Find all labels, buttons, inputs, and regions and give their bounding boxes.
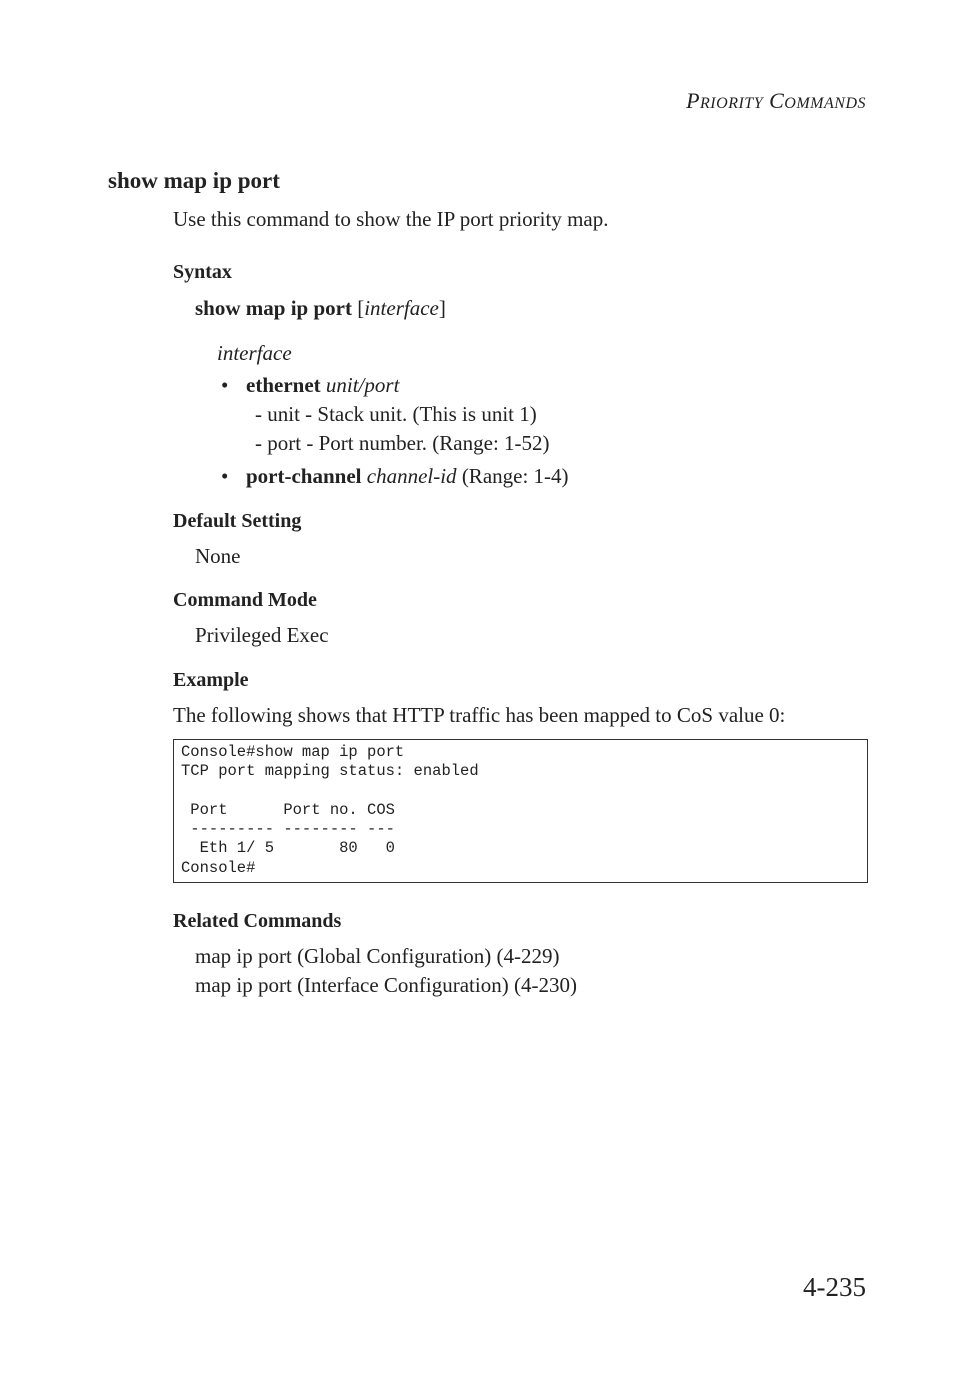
related-command-item: map ip port (Interface Configuration) (4-230) [195, 973, 577, 997]
syntax-param: interface [364, 296, 439, 320]
example-description: The following shows that HTTP traffic has been mapped to CoS value 0: [173, 703, 786, 727]
related-command-item: map ip port (Global Configuration) (4-229) [195, 944, 560, 968]
running-header: PRIORITY COMMANDS [686, 88, 866, 113]
syntax-line: show map ip port [interface] [195, 296, 446, 320]
page-number: 4-235 [803, 1272, 866, 1302]
default-setting-value: None [195, 544, 241, 568]
sub-item-unit: - unit - Stack unit. (This is unit 1) [255, 402, 537, 426]
sub-item-port: - port - Port number. (Range: 1-52) [255, 431, 550, 455]
console-output: Console#show map ip port TCP port mapping status: enabled Port Port no. COS --------- -------- --- Eth 1/ 5 80 0 Console# [181, 743, 479, 877]
related-commands-heading: Related Commands [173, 910, 342, 932]
example-heading: Example [173, 669, 249, 691]
console-output-box [173, 739, 868, 883]
default-setting-heading: Default Setting [173, 510, 302, 532]
command-description: Use this command to show the IP port priority map. [173, 207, 609, 231]
syntax-command: show map ip port [195, 296, 352, 320]
parameter-name: interface [217, 341, 292, 365]
syntax-heading: Syntax [173, 261, 232, 283]
command-title: show map ip port [108, 168, 280, 193]
command-mode-value: Privileged Exec [195, 623, 329, 647]
command-mode-heading: Command Mode [173, 589, 317, 611]
bullet-icon: • [221, 464, 229, 488]
option-ethernet: ethernet unit/port [246, 373, 400, 397]
bullet-icon: • [221, 373, 229, 397]
option-port-channel: port-channel channel-id (Range: 1-4) [246, 464, 569, 488]
